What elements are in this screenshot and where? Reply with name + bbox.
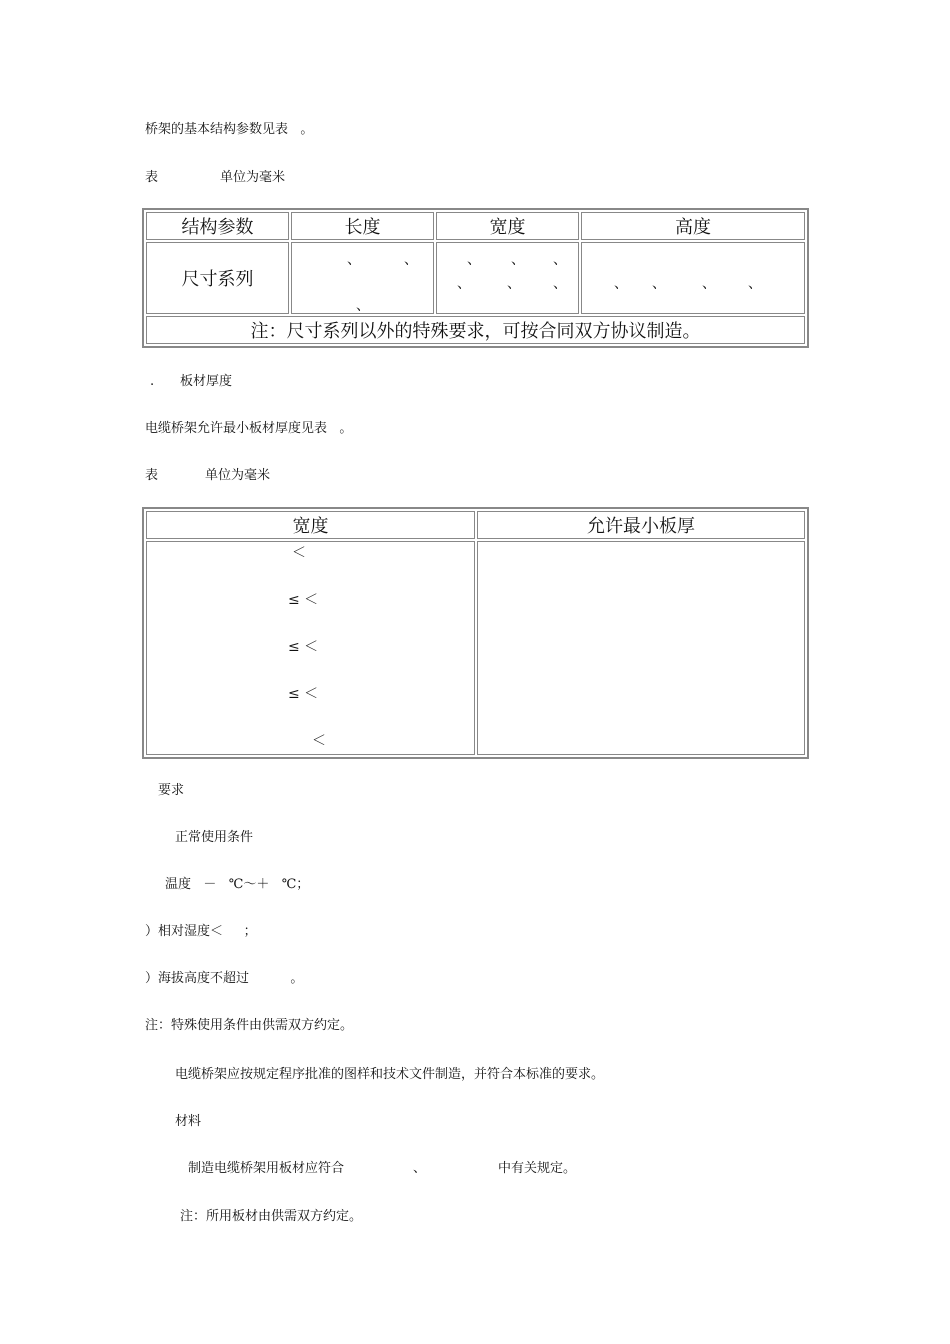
width-range: ≤ ＜ — [288, 639, 319, 655]
paragraph-manufacture: 电缆桥架应按规定程序批准的图样和技术文件制造，并符合本标准的要求。 — [175, 1067, 605, 1082]
paragraph-structure-params: 桥架的基本结构参数见表 。 — [145, 122, 314, 137]
material-text-separator: 、 — [413, 1161, 427, 1176]
separator: 、 — [614, 276, 628, 292]
table1-header: 结构参数 — [146, 212, 289, 240]
width-range: ≤ ＜ — [288, 592, 319, 608]
humidity-condition: ）相对湿度＜ ； — [145, 924, 257, 939]
table2-header: 宽度 — [146, 511, 475, 539]
section-title-requirements: 要求 — [158, 783, 185, 798]
separator: 、 — [356, 298, 370, 314]
note-special-conditions: 注：特殊使用条件由供需双方约定。 — [145, 1018, 354, 1033]
separator: 、 — [347, 252, 361, 268]
subsection-normal-use: 正常使用条件 — [175, 830, 254, 845]
temperature-condition: 温度 － ℃～＋ ℃； — [165, 877, 310, 892]
separator: 、 — [652, 276, 666, 292]
subsection-material: 材料 — [175, 1114, 202, 1129]
table1-header: 宽度 — [436, 212, 579, 240]
table1-note: 注：尺寸系列以外的特殊要求，可按合同双方协议制造。 — [146, 316, 805, 344]
width-values-cell — [436, 242, 579, 314]
separator: 、 — [702, 276, 716, 292]
table1-row-label: 尺寸系列 — [146, 242, 289, 314]
table1-header: 长度 — [291, 212, 434, 240]
table1-caption-unit: 单位为毫米 — [220, 170, 286, 185]
width-ranges-cell — [146, 541, 475, 755]
width-range: ≤ ＜ — [288, 686, 319, 702]
separator: 、 — [457, 276, 471, 292]
separator: 、 — [511, 252, 525, 268]
section-number: . — [150, 374, 155, 389]
table2-header: 允许最小板厚 — [477, 511, 805, 539]
separator: 、 — [553, 252, 567, 268]
separator: 、 — [748, 276, 762, 292]
table2-caption-label: 表 — [145, 468, 159, 483]
section-title-thickness: 板材厚度 — [180, 374, 233, 389]
min-thickness-table — [142, 507, 809, 759]
altitude-condition: ）海拔高度不超过 。 — [145, 971, 304, 986]
paragraph-min-thickness: 电缆桥架允许最小板材厚度见表 。 — [145, 421, 353, 436]
material-text-b: 中有关规定。 — [498, 1161, 577, 1176]
width-range: ＜ — [312, 733, 326, 749]
material-text-a: 制造电缆桥架用板材应符合 — [188, 1161, 345, 1176]
table1-header: 高度 — [581, 212, 805, 240]
structure-params-table — [142, 208, 809, 348]
length-values-cell — [291, 242, 434, 314]
separator: 、 — [553, 276, 567, 292]
separator: 、 — [507, 276, 521, 292]
note-material: 注：所用板材由供需双方约定。 — [180, 1209, 363, 1224]
separator: 、 — [404, 252, 418, 268]
table2-caption-unit: 单位为毫米 — [205, 468, 271, 483]
min-thickness-values-cell — [477, 541, 805, 755]
separator: 、 — [467, 252, 481, 268]
width-range: ＜ — [292, 545, 306, 561]
table1-caption-label: 表 — [145, 170, 159, 185]
height-values-cell — [581, 242, 805, 314]
